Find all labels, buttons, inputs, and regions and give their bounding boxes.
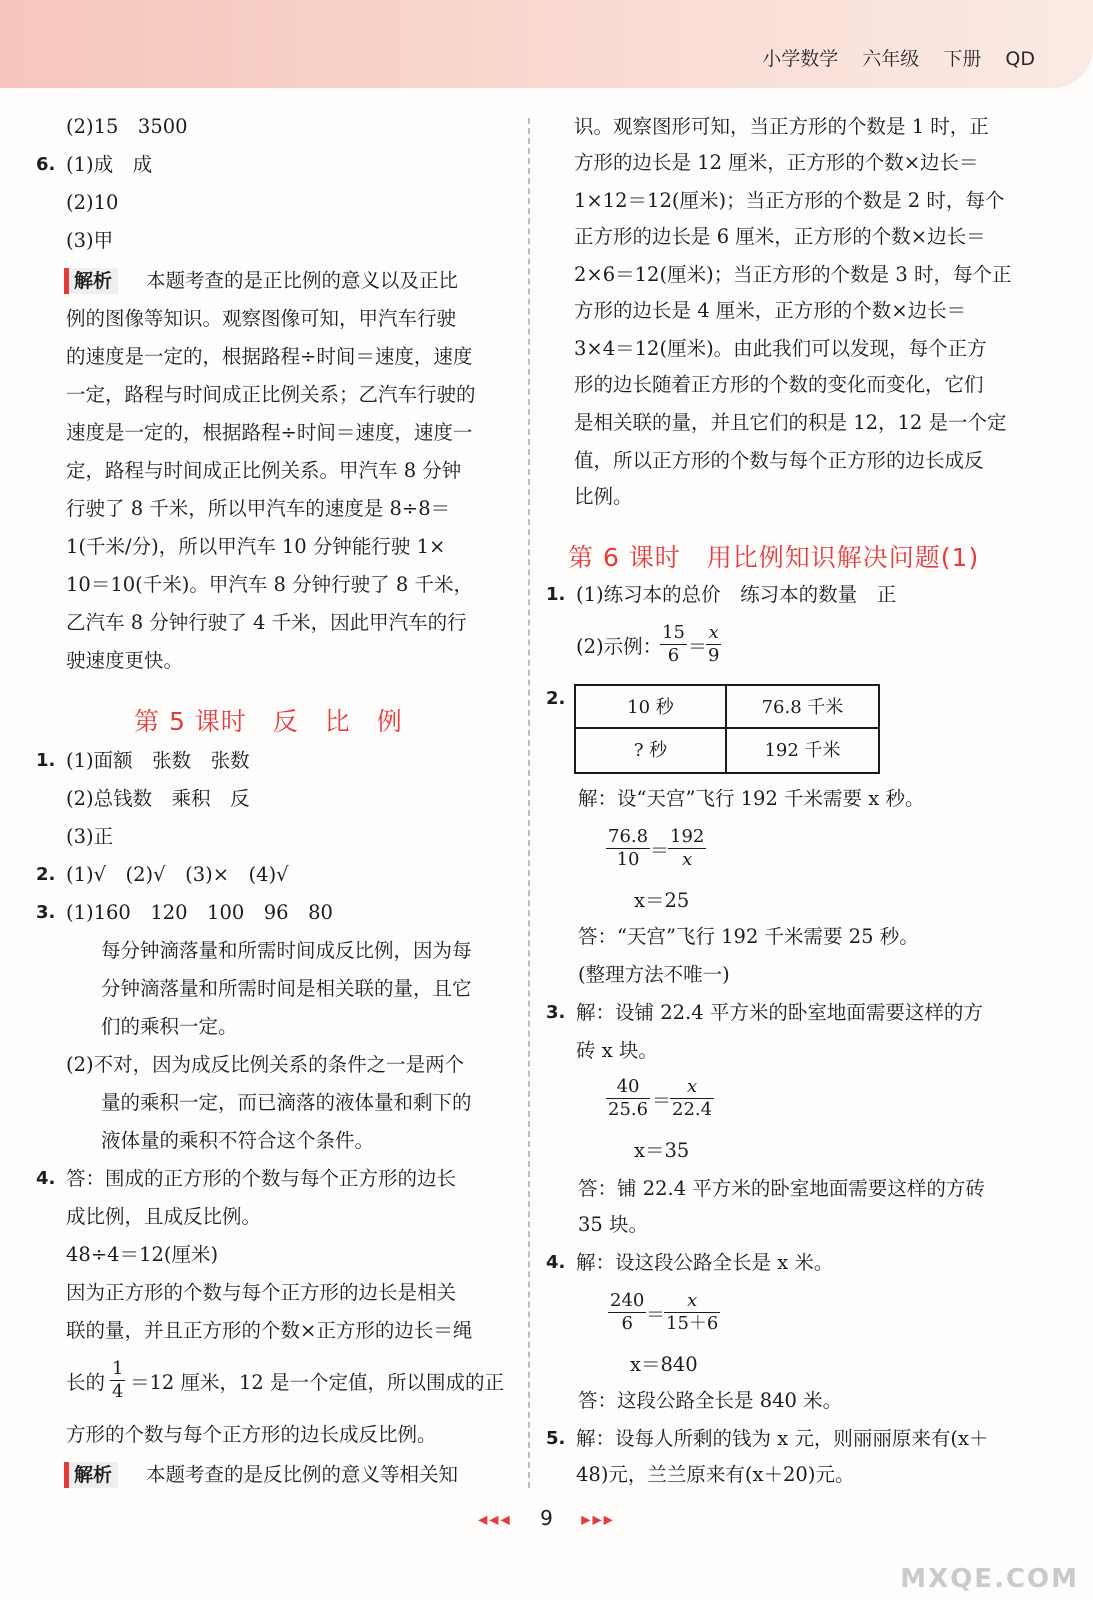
solution-line: (整理方法不唯一) <box>578 963 730 986</box>
table-cell: 76.8 千米 <box>727 686 878 729</box>
answer-line: 答：围成的正方形的个数与每个正方形的边长 <box>66 1167 457 1190</box>
analysis-line: 3×4＝12(厘米)。由此我们可以发现，每个正方 <box>574 337 987 360</box>
watermark: MXQE.COM <box>900 1564 1079 1594</box>
analysis-line: 值，所以正方形的个数与每个正方形的边长成反 <box>574 449 984 472</box>
analysis-line: 驶速度更快。 <box>66 649 184 672</box>
equals-sign: ＝ <box>688 636 708 658</box>
answer-line: (2)10 <box>66 191 119 214</box>
analysis-line: 识。观察图形可知，当正方形的个数是 1 时，正 <box>574 115 989 138</box>
analysis-line: 乙汽车 8 分钟行驶了 4 千米，因此甲汽车的行 <box>66 611 467 634</box>
fraction <box>660 622 687 667</box>
analysis-line: 1×12＝12(厘米)；当正方形的个数是 2 时，每个 <box>574 189 1005 212</box>
analysis-line: 比例。 <box>574 485 633 508</box>
fraction <box>706 622 721 667</box>
analysis-tag: 解析 <box>64 1462 118 1488</box>
solution-line: 答：铺 22.4 平方米的卧室地面需要这样的方砖 <box>578 1177 985 1200</box>
fraction-denominator: 10 <box>616 849 640 870</box>
answer-line: 联的量，并且正方形的个数×正方形的边长＝绳 <box>66 1319 473 1342</box>
answer-line: (2)不对，因为成反比例关系的条件之一是两个 <box>66 1053 465 1076</box>
fraction-numerator: 15 <box>662 622 685 643</box>
analysis-line: 速度是一定的，根据路程÷时间＝速度，速度一 <box>66 421 473 444</box>
answer-line: 长的 <box>66 1371 106 1394</box>
equals-sign: ＝ <box>646 1304 666 1326</box>
answer-line: (1)练习本的总价 练习本的数量 正 <box>576 583 897 606</box>
fraction-denominator: 9 <box>708 645 720 666</box>
page-number: 9 <box>540 1506 553 1530</box>
fraction <box>664 1290 720 1335</box>
fraction <box>606 826 650 871</box>
section-title-lesson5: 第 5 课时 反 比 例 <box>134 707 403 736</box>
answer-line: (2)总钱数 乘积 反 <box>66 787 250 810</box>
fraction-numerator: 76.8 <box>608 826 649 847</box>
analysis-line: 1(千米/分)，所以甲汽车 10 分钟能行驶 1× <box>66 535 446 558</box>
table-cell: 10 秒 <box>576 686 727 729</box>
header-subject: 小学数学 <box>762 48 839 70</box>
answer-line: 分钟滴落量和所需时间是相关联的量，且它 <box>101 977 472 1000</box>
solution-line: 解：设铺 22.4 平方米的卧室地面需要这样的方 <box>576 1001 983 1024</box>
fraction-denominator: x <box>682 849 693 870</box>
solution-line: x＝35 <box>634 1139 690 1162</box>
question-number: 2. <box>546 688 566 709</box>
analysis-line: 方形的边长是 4 厘米，正方形的个数×边长＝ <box>574 299 967 322</box>
solution-line: 解：设这段公路全长是 x 米。 <box>576 1251 834 1274</box>
fraction-denominator: 22.4 <box>672 1099 713 1120</box>
fraction-numerator: x <box>664 1290 720 1313</box>
fraction-numerator: x <box>706 622 721 645</box>
answer-line: 因为正方形的个数与每个正方形的边长是相关 <box>66 1281 457 1304</box>
answer-line: (1)160 120 100 96 80 <box>66 901 333 924</box>
table-cell: ? 秒 <box>576 729 727 772</box>
answer-line: (3)正 <box>66 825 114 848</box>
solution-line: 48)元，兰兰原来有(x＋20)元。 <box>576 1463 855 1486</box>
fraction <box>606 1076 650 1121</box>
answer-line: (2)示例： <box>576 635 663 658</box>
analysis-line: 的速度是一定的，根据路程÷时间＝速度，速度 <box>66 345 473 368</box>
answer-line: 成比例，且成反比例。 <box>66 1205 262 1228</box>
analysis-line: 方形的边长是 12 厘米，正方形的个数×边长＝ <box>574 151 979 174</box>
question-number: 3. <box>36 902 56 923</box>
answer-line: 每分钟滴落量和所需时间成反比例，因为每 <box>101 939 472 962</box>
page-header-band <box>0 0 1093 88</box>
fraction <box>670 1076 714 1121</box>
answer-line: 48÷4＝12(厘米) <box>66 1243 219 1266</box>
fraction-numerator: 240 <box>610 1290 645 1311</box>
next-arrows-icon: ▶▶▶ <box>581 1512 615 1527</box>
analysis-line: 2×6＝12(厘米)；当正方形的个数是 3 时，每个正 <box>574 263 1012 286</box>
solution-line: x＝25 <box>634 889 690 912</box>
page-footer <box>0 1506 1093 1530</box>
analysis-tag: 解析 <box>64 268 118 294</box>
answer-line: (3)甲 <box>66 229 114 252</box>
prev-arrows-icon: ◀◀◀ <box>478 1512 512 1527</box>
fraction-one-quarter <box>110 1358 125 1403</box>
answer-line: 们的乘积一定。 <box>101 1015 238 1038</box>
solution-line: 答：“天宫”飞行 192 千米需要 25 秒。 <box>578 925 919 948</box>
analysis-line: 本题考查的是反比例的意义等相关知 <box>146 1463 459 1486</box>
analysis-line: 定，路程与时间成正比例关系。甲汽车 8 分钟 <box>66 459 462 482</box>
section-title-lesson6: 第 6 课时 用比例知识解决问题(1) <box>568 543 980 572</box>
solution-line: 解：设“天宫”飞行 192 千米需要 x 秒。 <box>578 787 925 810</box>
question-number: 1. <box>36 750 56 771</box>
fraction <box>668 826 706 871</box>
fraction-numerator: 192 <box>670 826 705 847</box>
fraction-numerator: 40 <box>606 1076 650 1099</box>
fraction-denominator: 6 <box>667 645 680 666</box>
solution-line: x＝840 <box>630 1353 698 1376</box>
question-number: 4. <box>546 1252 566 1273</box>
proportion-table <box>574 684 880 774</box>
answer-line: 量的乘积一定，而已滴落的液体量和剩下的 <box>101 1091 472 1114</box>
fraction-numerator: x <box>670 1076 714 1099</box>
question-number: 1. <box>546 584 566 605</box>
answer-line: 液体量的乘积不符合这个条件。 <box>101 1129 375 1152</box>
fraction-denominator: 4 <box>112 1381 124 1402</box>
answer-line: ＝12 厘米，12 是一个定值，所以围成的正 <box>130 1371 505 1394</box>
solution-line: 解：设每人所剩的钱为 x 元，则丽丽原来有(x＋ <box>576 1427 989 1450</box>
solution-line: 答：这段公路全长是 840 米。 <box>578 1389 843 1412</box>
analysis-line: 一定，路程与时间成正比例关系；乙汽车行驶的 <box>66 383 476 406</box>
analysis-line: 10＝10(千米)。甲汽车 8 分钟行驶了 8 千米， <box>66 573 473 596</box>
question-number: 2. <box>36 864 56 885</box>
analysis-line: 例的图像等知识。观察图像可知，甲汽车行驶 <box>66 307 457 330</box>
analysis-line: 本题考查的是正比例的意义以及正比 <box>146 269 459 292</box>
fraction <box>608 1290 646 1335</box>
fraction-denominator: 25.6 <box>608 1099 649 1120</box>
solution-line: 35 块。 <box>578 1213 649 1236</box>
question-number: 3. <box>546 1002 566 1023</box>
answer-line: (1)面额 张数 张数 <box>66 749 250 772</box>
header-edition: QD <box>1005 48 1035 70</box>
column-divider <box>528 118 530 1488</box>
analysis-line: 行驶了 8 千米，所以甲汽车的速度是 8÷8＝ <box>66 497 451 520</box>
analysis-line: 正方形的边长是 6 厘米，正方形的个数×边长＝ <box>574 225 986 248</box>
header-grade: 六年级 <box>862 48 920 70</box>
question-number: 5. <box>546 1428 566 1449</box>
equals-sign: ＝ <box>652 1090 672 1112</box>
answer-line: (1)√ (2)√ (3)× (4)√ <box>66 863 289 886</box>
answer-line: (2)15 3500 <box>66 115 188 138</box>
fraction-denominator: 6 <box>621 1313 633 1334</box>
fraction-denominator: 15＋6 <box>666 1313 719 1334</box>
solution-line: 砖 x 块。 <box>576 1039 658 1062</box>
question-number: 4. <box>36 1168 56 1189</box>
equals-sign: ＝ <box>650 840 670 862</box>
answer-line: (1)成 成 <box>66 153 153 176</box>
question-number: 6. <box>36 154 56 175</box>
header-title <box>744 44 1035 71</box>
analysis-line: 形的边长随着正方形的个数的变化而变化，它们 <box>574 373 984 396</box>
analysis-line: 是相关联的量，并且它们的积是 12，12 是一个定 <box>574 411 1007 434</box>
fraction-numerator: 1 <box>112 1358 124 1379</box>
answer-line: 方形的个数与每个正方形的边长成反比例。 <box>66 1423 437 1446</box>
table-cell: 192 千米 <box>764 740 841 761</box>
header-volume: 下册 <box>943 48 982 70</box>
